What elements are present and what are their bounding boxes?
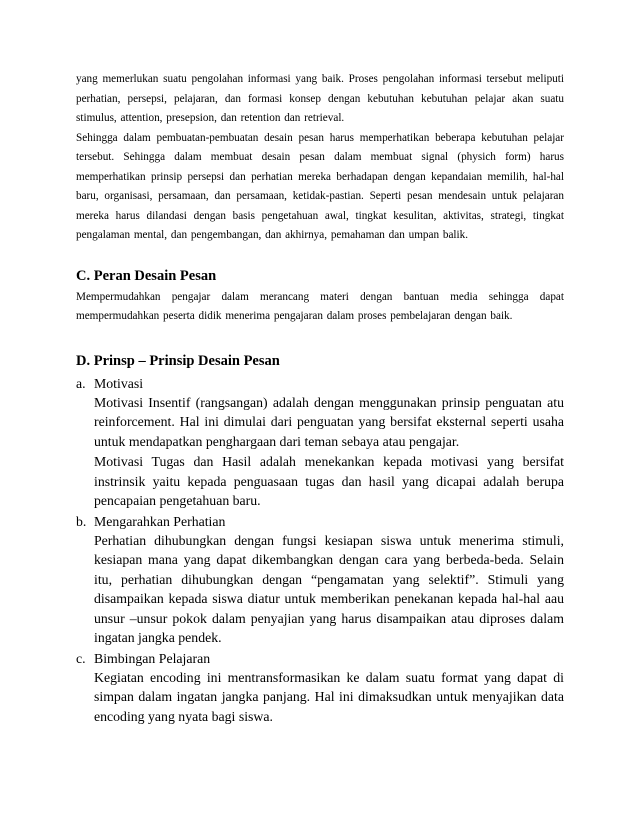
item-label: Bimbingan Pelajaran — [94, 650, 211, 666]
item-label: Motivasi — [94, 375, 144, 391]
document-page — [76, 70, 564, 727]
item-letter: c. — [76, 650, 86, 666]
intro-paragraph: yang memerlukan suatu pengolahan informasi yang baik. Proses pengolahan informasi tersebut meliputi perhatian, persepsi, pelajaran, dan formasi konsep dengan kebutuhan kebutuhan pelajar akan suatu stimulus, attention, presepsion, dan retention dan retrieval. — [76, 73, 564, 124]
intro-section — [76, 70, 564, 246]
item-letter: b. — [76, 513, 87, 529]
principle-item-c — [76, 649, 564, 727]
section-c-heading: C. Peran Desain Pesan — [76, 267, 217, 284]
principle-item-a — [76, 374, 564, 511]
intro-paragraph: Sehingga dalam pembuatan-pembuatan desain pesan harus memperhatikan beberapa kebutuhan pelajar tersebut. Sehingga dalam membuat desain pesan dalam membuat signal (physich form) harus memperhatikan prinsip persepsi dan perhatian mereka berhadapan dengan kepandaian memilih, hal-hal baru, organisasi, persamaan, dan persamaan, ketidak-pastian. Seperti pesan mendesain untuk pelajaran mereka harus dilandasi dengan basis pengetahuan awal, tingkat kesulitan, aktivitas, strategi, tingkat pengalaman mental, dan pengembangan, dan akhirnya, pemahaman dan umpan balik. — [76, 131, 564, 241]
item-label: Mengarahkan Perhatian — [94, 513, 226, 529]
item-letter: a. — [76, 375, 86, 391]
item-paragraph: Kegiatan encoding ini mentransformasikan ke dalam suatu format yang dapat di simpan dalam ingatan jangka panjang. Hal ini dimaksudkan untuk menyajikan data encoding yang nyata bagi siswa. — [94, 669, 564, 724]
section-c-paragraph: Mempermudahkan pengajar dalam merancang materi dengan bantuan media sehingga dapat mempermudahkan peserta didik menerima pengajaran dalam proses pembelajaran dengan baik. — [76, 290, 564, 322]
section-c-body — [76, 288, 564, 327]
principle-item-b — [76, 512, 564, 648]
item-paragraph: Perhatian dihubungkan dengan fungsi kesiapan siswa untuk menerima stimuli, kesiapan mana yang dapat dikembangkan dengan cara yang berbeda-beda. Selain itu, perhatian dihubungkan dengan “pengamatan yang selektif”. Stimuli yang disampaikan kepada siswa diatur untuk memberikan penekanan kepada hal-hal aau unsur –unsur pokok dalam penyajian yang harus disampaikan atau diproses dalam ingatan jangka pendek. — [94, 532, 564, 645]
section-d-heading: D. Prinsp – Prinsip Desain Pesan — [76, 352, 280, 369]
item-paragraph: Motivasi Insentif (rangsangan) adalah dengan menggunakan prinsip penguatan atu reinforcement. Hal ini dimulai dari penguatan yang bersifat eksternal seperti usaha untuk mendapatkan penghargaan dari teman sebaya atau pengajar. — [94, 394, 564, 449]
item-paragraph: Motivasi Tugas dan Hasil adalah menekankan kepada motivasi yang bersifat instrinsik yaitu kepada penguasaan tugas dan hasil yang dicapai adalah berupa pencapaian pengetahuan baru. — [94, 454, 564, 508]
